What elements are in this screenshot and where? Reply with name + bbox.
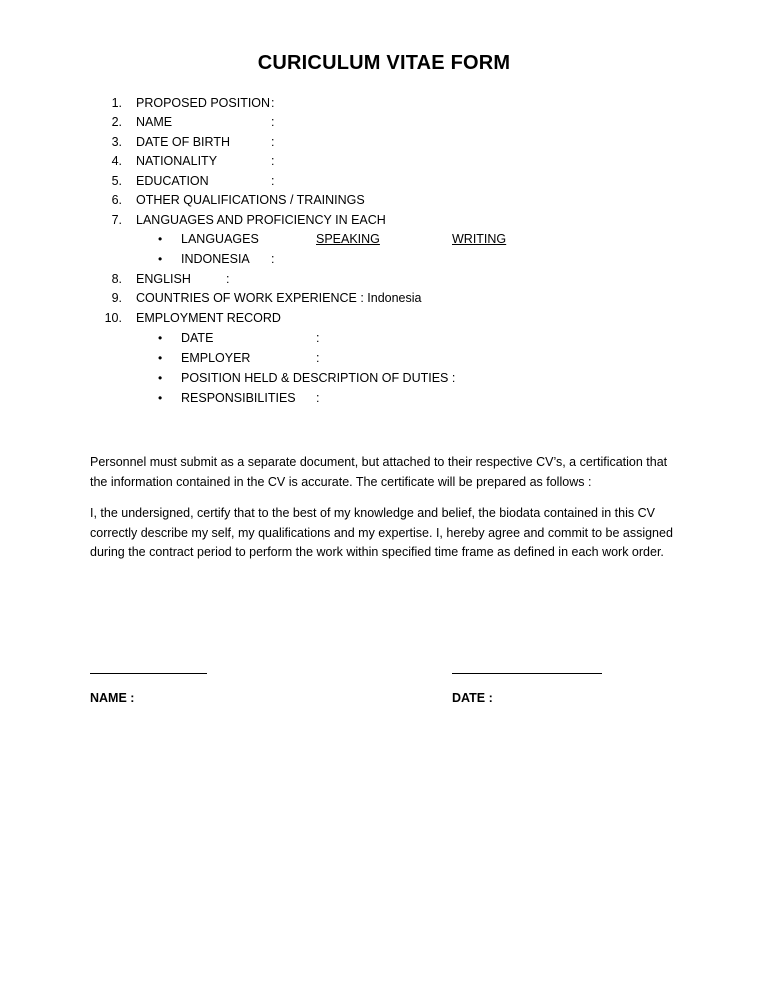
item-number: 3. bbox=[111, 135, 122, 149]
item-number: 7. bbox=[111, 213, 122, 227]
bullet-icon: • bbox=[158, 391, 163, 405]
employment-label: RESPONSIBILITIES bbox=[181, 391, 296, 405]
item-label: DATE OF BIRTH bbox=[136, 135, 230, 149]
item-label: NATIONALITY bbox=[136, 154, 218, 168]
certification-instructions: Personnel must submit as a separate document, but attached to their respective CV’s, a certification that the information contained in the CV is accurate. The certificate will be prepared as follows : bbox=[90, 455, 668, 489]
language-indonesia-label: INDONESIA bbox=[181, 252, 250, 266]
name-label: NAME : bbox=[90, 691, 135, 705]
item-colon: : bbox=[271, 252, 275, 266]
item-colon: : bbox=[271, 135, 275, 149]
item-colon: : bbox=[316, 331, 320, 345]
name-signature-line bbox=[90, 673, 207, 674]
writing-label: WRITING bbox=[452, 232, 507, 246]
item-number: 8. bbox=[111, 272, 122, 286]
item-number: 6. bbox=[111, 193, 122, 207]
item-colon: : bbox=[316, 351, 320, 365]
item-number: 1. bbox=[111, 96, 122, 110]
item-number: 2. bbox=[111, 115, 122, 129]
item-number: 9. bbox=[111, 291, 122, 305]
item-label: LANGUAGES AND PROFICIENCY IN EACH bbox=[136, 213, 386, 227]
item-number: 5. bbox=[111, 174, 122, 188]
item-colon: : bbox=[271, 154, 275, 168]
bullet-icon: • bbox=[158, 371, 163, 385]
bullet-icon: • bbox=[158, 331, 163, 345]
item-label: EMPLOYMENT RECORD bbox=[136, 311, 281, 325]
item-colon: : bbox=[226, 272, 230, 286]
item-number: 10. bbox=[104, 311, 122, 325]
employment-label: EMPLOYER bbox=[181, 351, 251, 365]
date-label: DATE : bbox=[452, 691, 493, 705]
speaking-label: SPEAKING bbox=[316, 232, 380, 246]
item-label: EDUCATION bbox=[136, 174, 209, 188]
item-colon: : bbox=[271, 115, 275, 129]
item-colon: : bbox=[271, 96, 275, 110]
languages-label: LANGUAGES bbox=[181, 232, 259, 246]
item-number: 4. bbox=[111, 154, 122, 168]
item-label: PROPOSED POSITION bbox=[136, 96, 271, 110]
certification-statement: I, the undersigned, certify that to the best of my knowledge and belief, the biodata contained in this CV correctly describe my self, my qualifications and my expertise. I, hereby agree and commit to be assigned during the contract period to perform the work within specified time frame as defined in each work order. bbox=[90, 506, 673, 559]
employment-label: POSITION HELD & DESCRIPTION OF DUTIES : bbox=[181, 371, 456, 385]
item-label: NAME bbox=[136, 115, 173, 129]
page-title: CURICULUM VITAE FORM bbox=[257, 52, 511, 74]
item-label: ENGLISH bbox=[136, 272, 191, 286]
bullet-icon: • bbox=[158, 351, 163, 365]
item-label: OTHER QUALIFICATIONS / TRAININGS bbox=[136, 193, 365, 207]
item-label: COUNTRIES OF WORK EXPERIENCE : Indonesia bbox=[136, 291, 422, 305]
bullet-icon: • bbox=[158, 232, 163, 246]
item-colon: : bbox=[271, 174, 275, 188]
bullet-icon: • bbox=[158, 252, 163, 266]
employment-label: DATE bbox=[181, 331, 214, 345]
item-colon: : bbox=[316, 391, 320, 405]
date-signature-line bbox=[452, 673, 602, 674]
